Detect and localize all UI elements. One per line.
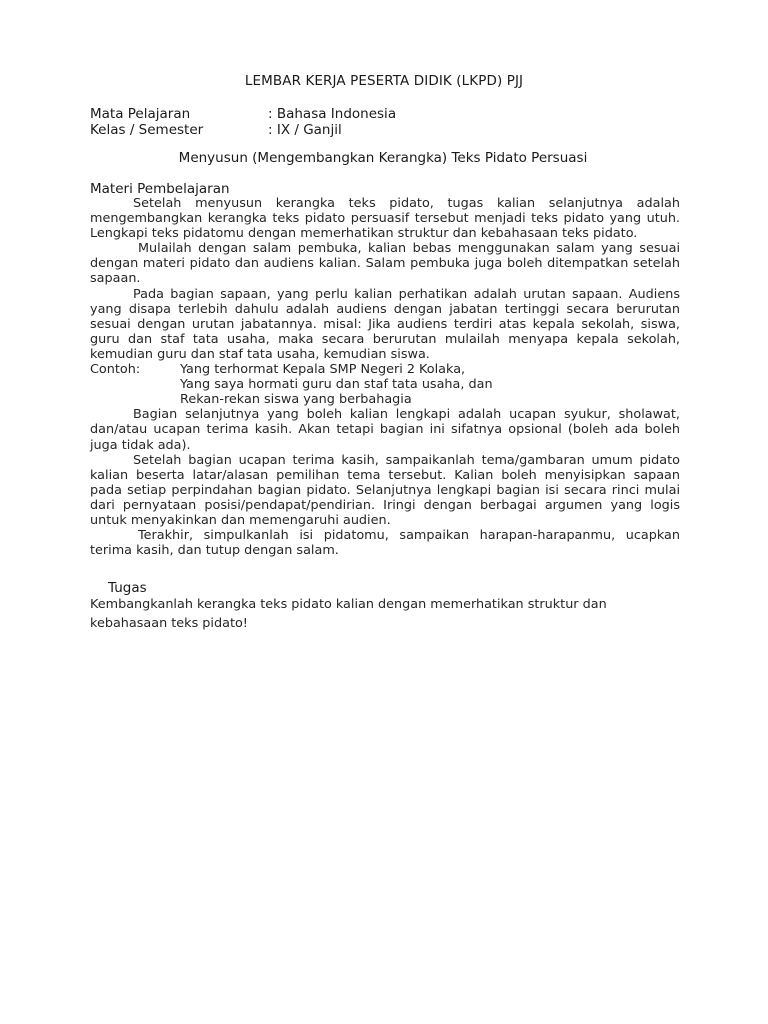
materi-paragraph-5: Setelah bagian ucapan terima kasih, sampaikanlah tema/gambaran umum pidato kalian beserta latar/alasan pemilihan tema tersebut. Kalian boleh menyisipkan sapaan pada setiap perpindahan bagian pidato. Selanjutnya lengkapi bagian isi secara rinci mulai dari pernyataan posisi/pendapat/pendirian. Iringi dengan berbagai argumen yang logis untuk menyakinkan dan memengaruhi audien. <box>90 452 680 528</box>
meta-row-subject <box>90 106 396 122</box>
materi-paragraph-3: Pada bagian sapaan, yang perlu kalian perhatikan adalah urutan sapaan. Audiens yang disapa terlebih dahulu adalah audiens dengan jabatan tertinggi secara berurutan sesuai dengan urutan jabatannya. misal: Jika audiens terdiri atas kepala sekolah, siswa, guru dan staf tata usaha, maka secara berurutan mulailah menyapa kepala sekolah, kemudian guru dan staf tata usaha, kemudian siswa. <box>90 286 680 362</box>
materi-paragraph-2: Mulailah dengan salam pembuka, kalian bebas menggunakan salam yang sesuai dengan materi pidato dan audiens kalian. Salam pembuka juga boleh ditempatkan setelah sapaan. <box>90 241 680 287</box>
contoh-line-3: Rekan-rekan siswa yang berbahagia <box>180 392 412 408</box>
meta-value-class: : IX / Ganjil <box>268 122 342 138</box>
meta-label-subject: Mata Pelajaran <box>90 106 191 122</box>
document-title: LEMBAR KERJA PESERTA DIDIK (LKPD) PJJ <box>244 73 524 89</box>
meta-value-subject: : Bahasa Indonesia <box>268 106 397 122</box>
contoh-line-2: Yang saya hormati guru dan staf tata usaha, dan <box>180 377 493 393</box>
materi-paragraph-4: Bagian selanjutnya yang boleh kalian lengkapi adalah ucapan syukur, sholawat, dan/atau ucapan terima kasih. Akan tetapi bagian ini sifatnya opsional (boleh ada boleh juga tidak ada). <box>90 407 680 453</box>
tugas-text: Kembangkanlah kerangka teks pidato kalian dengan memerhatikan struktur dan kebahasaan teks pidato! <box>90 597 607 631</box>
materi-paragraph-1: Setelah menyusun kerangka teks pidato, tugas kalian selanjutnya adalah mengembangkan kerangka teks pidato persuasif tersebut menjadi teks pidato yang utuh. Lengkapi teks pidatomu dengan memerhatikan struktur dan kebahasaan teks pidato. <box>90 196 680 242</box>
contoh-block <box>90 362 680 407</box>
contoh-line-1: Yang terhormat Kepala SMP Negeri 2 Kolaka, <box>180 362 466 378</box>
materi-heading: Materi Pembelajaran <box>90 181 230 197</box>
materi-body <box>90 196 680 558</box>
meta-row-class <box>90 122 342 138</box>
document-subtitle: Menyusun (Mengembangkan Kerangka) Teks Pidato Persuasi <box>178 150 588 166</box>
meta-label-class: Kelas / Semester <box>90 122 204 138</box>
materi-paragraph-6: Terakhir, simpulkanlah isi pidatomu, sampaikan harapan-harapanmu, ucapkan terima kasih, dan tutup dengan salam. <box>90 528 680 559</box>
tugas-heading: Tugas <box>108 580 147 596</box>
contoh-label: Contoh: <box>90 362 141 378</box>
